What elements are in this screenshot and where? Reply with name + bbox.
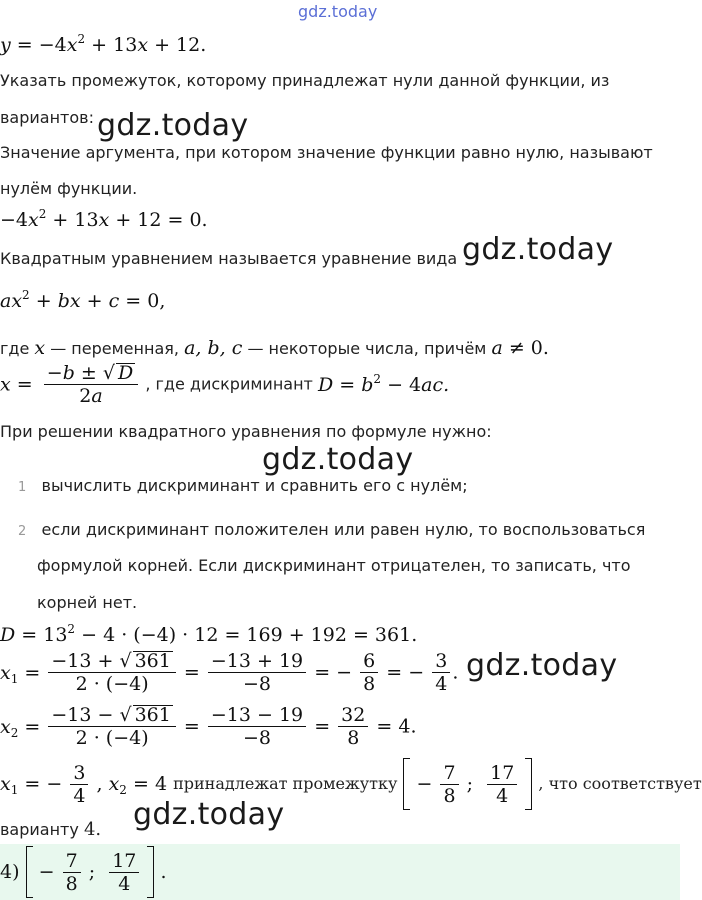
roots-formula-line: x = $\frac{-b \pm √ D}{2a}$ , где дискриминант $D = b^2 - 4ac$. bbox=[0, 362, 450, 407]
step-1: 1 вычислить дискриминант и сравнить его с нулём; bbox=[18, 476, 468, 495]
watermark: gdz.today bbox=[466, 648, 618, 683]
x2-computation: $x_2$ = $\frac{-13 - √ 361}{2 \cdot (-4)}$ = $\frac{-13 - 19}{-8}$ = $\frac{32}{8}$ = 4. bbox=[0, 704, 417, 749]
step-2-line-3: корней нет. bbox=[37, 593, 138, 612]
x1-computation: $x_1$ = $\frac{-13 + √ 361}{2 \cdot (-4)}$ = $\frac{-13 + 19}{-8}$ = − $\frac{6}{8}$ = − $\frac{3}{4}$ . bbox=[0, 650, 459, 695]
step-2: 2 если дискриминант положителен или равен нулю, то воспользоваться bbox=[18, 520, 646, 539]
answer-line: 4) − $\frac{7}{8}$ ; $\frac{17}{4}$ . bbox=[0, 846, 167, 898]
task-line-1: Указать промежуток, которому принадлежат нули данной функции, из bbox=[0, 71, 610, 90]
function-line: $y = -4x^2 + 13x + 12$. bbox=[0, 32, 207, 56]
watermark: gdz.today bbox=[97, 108, 249, 143]
task-line-2: вариантов: bbox=[0, 108, 94, 127]
definition-zero-line-1: Значение аргумента, при котором значение функции равно нулю, называют bbox=[0, 143, 653, 162]
quadratic-general-form: $ax^2$ + bx + c = 0, bbox=[0, 288, 166, 312]
discriminant-line: $D = 13^2 - 4 \cdot (-4) \cdot 12 = 169 + 192 = 361$. bbox=[0, 622, 418, 646]
method-intro: При решении квадратного уравнения по формуле нужно: bbox=[0, 422, 492, 441]
variant-line: варианту 4. bbox=[0, 819, 102, 840]
equation-line: $-4x^2 + 13x + 12 = 0$. bbox=[0, 207, 208, 231]
watermark: gdz.today bbox=[462, 232, 614, 267]
quadratic-definition: Квадратным уравнением называется уравнение вида bbox=[0, 249, 458, 268]
step-2-line-2: формулой корней. Если дискриминант отрицателен, то записать, что bbox=[37, 556, 631, 575]
watermark-top: gdz.today bbox=[298, 2, 378, 21]
watermark: gdz.today bbox=[262, 442, 414, 477]
belong-line: $x_1$ = − $\frac{3}{4}$ , $x_2 = 4$ принадлежат промежутку − $\frac{7}{8}$ ; $\frac{17}{4}$ , что соответствует bbox=[0, 758, 702, 810]
where-line: где x — переменная, a, b, c — некоторые числа, причём a ≠ 0. bbox=[0, 337, 549, 359]
watermark: gdz.today bbox=[133, 797, 285, 832]
definition-zero-line-2: нулём функции. bbox=[0, 179, 138, 198]
